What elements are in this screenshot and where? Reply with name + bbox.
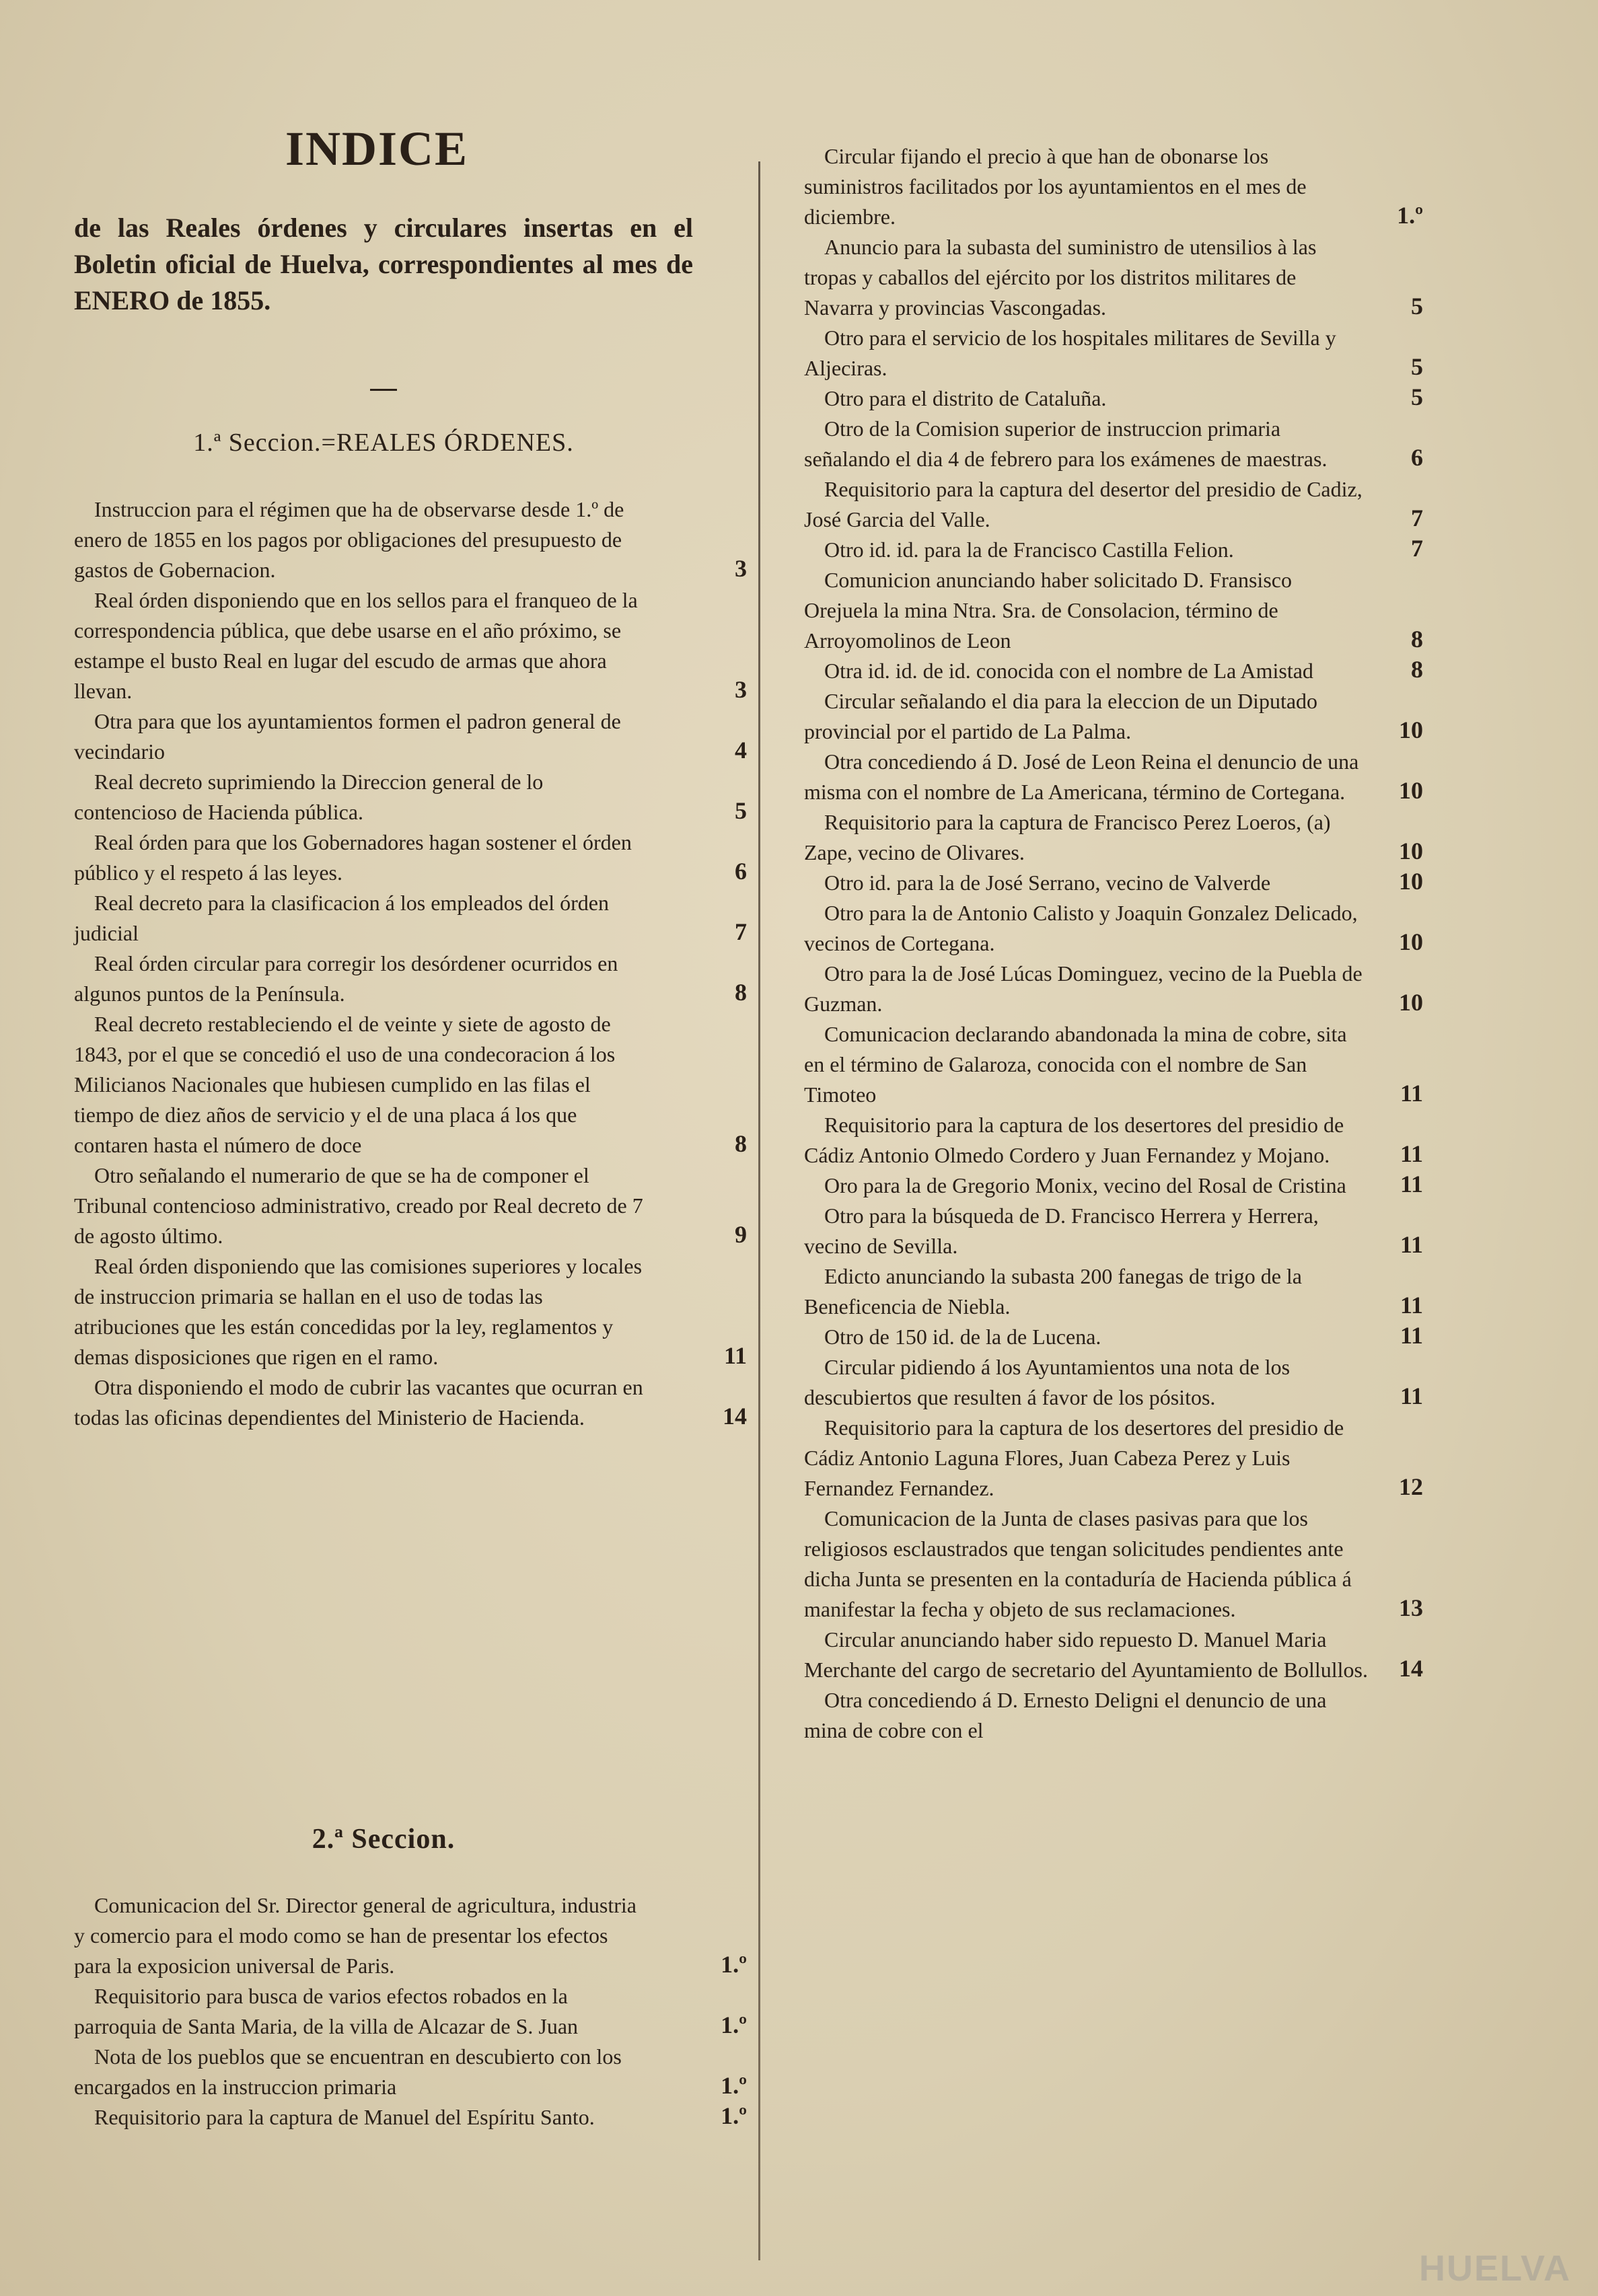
entry-page-number: 11 <box>1400 1231 1423 1258</box>
index-entry <box>804 232 1423 323</box>
index-entry <box>804 1685 1423 1746</box>
entry-text: Requisitorio para la captura del desertor del presidio de Cadiz, José Garcia del Valle. <box>804 477 1363 531</box>
index-entry <box>74 1160 747 1251</box>
entry-text: Circular anunciando haber sido repuesto D. Manuel Maria Merchante del cargo de secretario del Ayuntamiento de Bollullos. <box>804 1627 1368 1682</box>
entry-page-number: 8 <box>735 979 747 1006</box>
entry-page-number: 10 <box>1399 868 1423 895</box>
entry-page-number: 4 <box>735 737 747 764</box>
entry-text: Real decreto suprimiendo la Direccion general de lo contencioso de Hacienda pública. <box>74 770 544 824</box>
entry-page-number: 5 <box>1411 353 1423 380</box>
entry-text: Requisitorio para la captura de los desertores del presidio de Cádiz Antonio Olmedo Cordero y Juan Fernandez y Mojano. <box>804 1113 1344 1167</box>
entry-text: Otra concediendo á D. Ernesto Deligni el denuncio de una mina de cobre con el <box>804 1688 1327 1742</box>
index-entry <box>74 706 747 767</box>
index-entry <box>804 565 1423 656</box>
entry-page-number: 11 <box>1400 1292 1423 1319</box>
entry-page-number: 6 <box>735 858 747 885</box>
entry-text: Real decreto para la clasificacion á los empleados del órden judicial <box>74 891 609 945</box>
index-entry <box>804 414 1423 474</box>
entry-page-number: 11 <box>1400 1382 1423 1409</box>
entry-page-number: 10 <box>1399 838 1423 864</box>
entry-page-number: 11 <box>1400 1322 1423 1349</box>
entry-text: Otro para el servicio de los hospitales militares de Sevilla y Aljeciras. <box>804 326 1336 380</box>
section-1-entries <box>74 494 747 1433</box>
entry-page-number: 12 <box>1399 1473 1423 1500</box>
index-entry <box>804 1625 1423 1685</box>
entry-page-number: 3 <box>735 676 747 703</box>
archive-watermark: HUELVA <box>1419 2248 1571 2289</box>
entry-text: Comunicacion de la Junta de clases pasivas para que los religiosos esclaustrados que tengan solicitudes pendientes ante dicha Junta se presenten en la contaduría de Hacienda pública á manifestar la fecha y objeto de sus reclamaciones. <box>804 1506 1352 1621</box>
entry-text: Otro id. para la de José Serrano, vecino de Valverde <box>824 871 1271 895</box>
index-entry <box>74 1372 747 1433</box>
index-entry <box>74 585 747 706</box>
index-entry <box>804 141 1423 232</box>
entry-text: Otra para que los ayuntamientos formen el padron general de vecindario <box>74 709 621 764</box>
entry-text: Real órden disponiendo que en los sellos para el franqueo de la correspondencia pública, que debe usarse en el año próximo, se estampe el busto Real en lugar del escudo de armas que ahora llevan. <box>74 588 638 703</box>
index-entry <box>804 656 1423 686</box>
entry-page-number: 5 <box>735 797 747 824</box>
index-entry <box>804 1261 1423 1322</box>
index-entry <box>804 898 1423 959</box>
entry-text: Comunicacion declarando abandonada la mina de cobre, sita en el término de Galaroza, conocida con el nombre de San Timoteo <box>804 1022 1347 1107</box>
entry-text: Requisitorio para la captura de Manuel del Espíritu Santo. <box>94 2105 595 2129</box>
entry-text: Instruccion para el régimen que ha de observarse desde 1.º de enero de 1855 en los pagos por obligaciones del presupuesto de gastos de Gobernacion. <box>74 497 624 582</box>
index-entry <box>804 959 1423 1019</box>
section-heading-2: 2.ª Seccion. <box>312 1824 456 1855</box>
index-entry <box>74 767 747 827</box>
entry-page-number: 10 <box>1399 777 1423 804</box>
index-entry <box>804 868 1423 898</box>
index-entry <box>804 1413 1423 1504</box>
entry-text: Real decreto restableciendo el de veinte y siete de agosto de 1843, por el que se concedió el uso de una condecoracion á los Milicianos Nacionales que hubiesen cumplido en las filas el tiempo de diez años de servicio y el de una placa á los que contaren hasta el número de doce <box>74 1012 616 1157</box>
page-subtitle: de las Reales órdenes y circulares insertas en el Boletin oficial de Huelva, correspondientes al mes de ENERO de 1855. <box>74 213 693 316</box>
entry-page-number: 1.º <box>721 2011 747 2038</box>
entry-text: Requisitorio para la captura de Francisco Perez Loeros, (a) Zape, vecino de Olivares. <box>804 810 1331 864</box>
entry-text: Otro para la búsqueda de D. Francisco Herrera y Herrera, vecino de Sevilla. <box>804 1203 1319 1258</box>
section-heading-1: 1.ª Seccion.=REALES ÓRDENES. <box>193 429 574 457</box>
entry-text: Comunicacion del Sr. Director general de agricultura, industria y comercio para el modo como se han de presentar los efectos para la exposicion universal de Paris. <box>74 1893 637 1978</box>
entry-page-number: 10 <box>1399 989 1423 1016</box>
index-entry <box>804 1171 1423 1201</box>
entry-page-number: 1.º <box>1397 202 1423 229</box>
entry-text: Otra id. id. de id. conocida con el nombre de La Amistad <box>824 659 1313 683</box>
entry-page-number: 14 <box>723 1403 747 1430</box>
entry-text: Anuncio para la subasta del suministro de utensilios à las tropas y caballos del ejército por los distritos militares de Navarra y provincias Vascongadas. <box>804 235 1317 320</box>
entry-page-number: 11 <box>1400 1140 1423 1167</box>
index-entry <box>804 535 1423 565</box>
index-entry <box>804 1110 1423 1171</box>
index-entry <box>74 494 747 585</box>
entry-page-number: 8 <box>1411 626 1423 653</box>
entry-page-number: 11 <box>1400 1080 1423 1107</box>
entry-text: Comunicion anunciando haber solicitado D. Fransisco Orejuela la mina Ntra. Sra. de Consolacion, término de Arroyomolinos de Leon <box>804 568 1292 653</box>
entry-text: Real órden circular para corregir los desórdener ocurridos en algunos puntos de la Península. <box>74 951 618 1006</box>
entry-text: Otro para el distrito de Cataluña. <box>824 386 1107 410</box>
entry-page-number: 10 <box>1399 928 1423 955</box>
index-entry <box>804 807 1423 868</box>
entry-page-number: 8 <box>735 1130 747 1157</box>
section-2-continued-entries <box>804 141 1423 1746</box>
entry-page-number: 7 <box>1411 505 1423 531</box>
index-entry <box>804 747 1423 807</box>
index-entry <box>74 2042 747 2102</box>
index-entry <box>74 1009 747 1160</box>
entry-page-number: 13 <box>1399 1594 1423 1621</box>
entry-page-number: 14 <box>1399 1655 1423 1682</box>
index-entry <box>74 1890 747 1981</box>
index-entry <box>804 383 1423 414</box>
index-entry <box>804 1504 1423 1625</box>
entry-page-number: 1.º <box>721 1951 747 1978</box>
entry-page-number: 11 <box>723 1342 747 1369</box>
entry-page-number: 1.º <box>721 2072 747 2099</box>
entry-text: Circular fijando el precio à que han de obonarse los suministros facilitados por los ayuntamientos en el mes de diciembre. <box>804 144 1307 229</box>
index-entry <box>74 827 747 888</box>
index-entry <box>74 1251 747 1372</box>
entry-page-number: 3 <box>735 555 747 582</box>
entry-text: Edicto anunciando la subasta 200 fanegas de trigo de la Beneficencia de Niebla. <box>804 1264 1302 1319</box>
index-entry <box>804 686 1423 747</box>
title-rule <box>370 389 397 391</box>
entry-page-number: 7 <box>735 918 747 945</box>
index-entry <box>804 1322 1423 1352</box>
index-entry <box>74 1981 747 2042</box>
entry-page-number: 5 <box>1411 383 1423 410</box>
entry-text: Otra disponiendo el modo de cubrir las vacantes que ocurran en todas las oficinas dependientes del Ministerio de Hacienda. <box>74 1375 643 1430</box>
index-entry <box>804 323 1423 383</box>
entry-text: Real órden disponiendo que las comisiones superiores y locales de instruccion primaria se hallan en el uso de todas las atribuciones que les están concedidas por la ley, reglamentos y demas disposiciones que rigen en el ramo. <box>74 1254 643 1369</box>
section-2-entries <box>74 1890 747 2133</box>
index-entry <box>804 1201 1423 1261</box>
entry-text: Otro señalando el numerario de que se ha de componer el Tribunal contencioso administrativo, creado por Real decreto de 7 de agosto último. <box>74 1163 643 1248</box>
entry-text: Real órden para que los Gobernadores hagan sostener el órden público y el respeto á las leyes. <box>74 830 632 885</box>
entry-text: Otro de la Comision superior de instruccion primaria señalando el dia 4 de febrero para los exámenes de maestras. <box>804 416 1328 471</box>
entry-text: Circular señalando el dia para la eleccion de un Diputado provincial por el partido de La Palma. <box>804 689 1318 743</box>
entry-text: Requisitorio para busca de varios efectos robados en la parroquia de Santa Maria, de la villa de Alcazar de S. Juan <box>74 1984 579 2038</box>
entry-page-number: 9 <box>735 1221 747 1248</box>
index-entry <box>804 1352 1423 1413</box>
entry-page-number: 7 <box>1411 535 1423 562</box>
index-entry <box>74 888 747 949</box>
entry-text: Otro para la de José Lúcas Dominguez, vecino de la Puebla de Guzman. <box>804 961 1363 1016</box>
entry-page-number: 10 <box>1399 716 1423 743</box>
index-entry <box>804 474 1423 535</box>
entry-text: Nota de los pueblos que se encuentran en descubierto con los encargados en la instruccion primaria <box>74 2044 622 2099</box>
entry-text: Circular pidiendo á los Ayuntamientos una nota de los descubiertos que resulten á favor de los pósitos. <box>804 1355 1291 1409</box>
entry-page-number: 11 <box>1400 1171 1423 1197</box>
entry-text: Otra concediendo á D. José de Leon Reina el denuncio de una misma con el nombre de La Americana, término de Cortegana. <box>804 749 1359 804</box>
entry-text: Otro para la de Antonio Calisto y Joaquin Gonzalez Delicado, vecinos de Cortegana. <box>804 901 1358 955</box>
entry-text: Oro para la de Gregorio Monix, vecino del Rosal de Cristina <box>824 1173 1346 1197</box>
entry-page-number: 6 <box>1411 444 1423 471</box>
entry-page-number: 5 <box>1411 293 1423 320</box>
entry-page-number: 1.º <box>721 2102 747 2129</box>
index-entry <box>74 2102 747 2133</box>
entry-text: Otro de 150 id. de la de Lucena. <box>824 1325 1101 1349</box>
entry-text: Otro id. id. para la de Francisco Castilla Felion. <box>824 538 1234 562</box>
index-entry <box>74 949 747 1009</box>
page-title: INDICE <box>285 122 469 176</box>
entry-text: Requisitorio para la captura de los desertores del presidio de Cádiz Antonio Laguna Flores, Juan Cabeza Perez y Luis Fernandez Fernandez. <box>804 1415 1344 1500</box>
index-entry <box>804 1019 1423 1110</box>
entry-page-number: 8 <box>1411 656 1423 683</box>
column-divider <box>758 161 760 2260</box>
